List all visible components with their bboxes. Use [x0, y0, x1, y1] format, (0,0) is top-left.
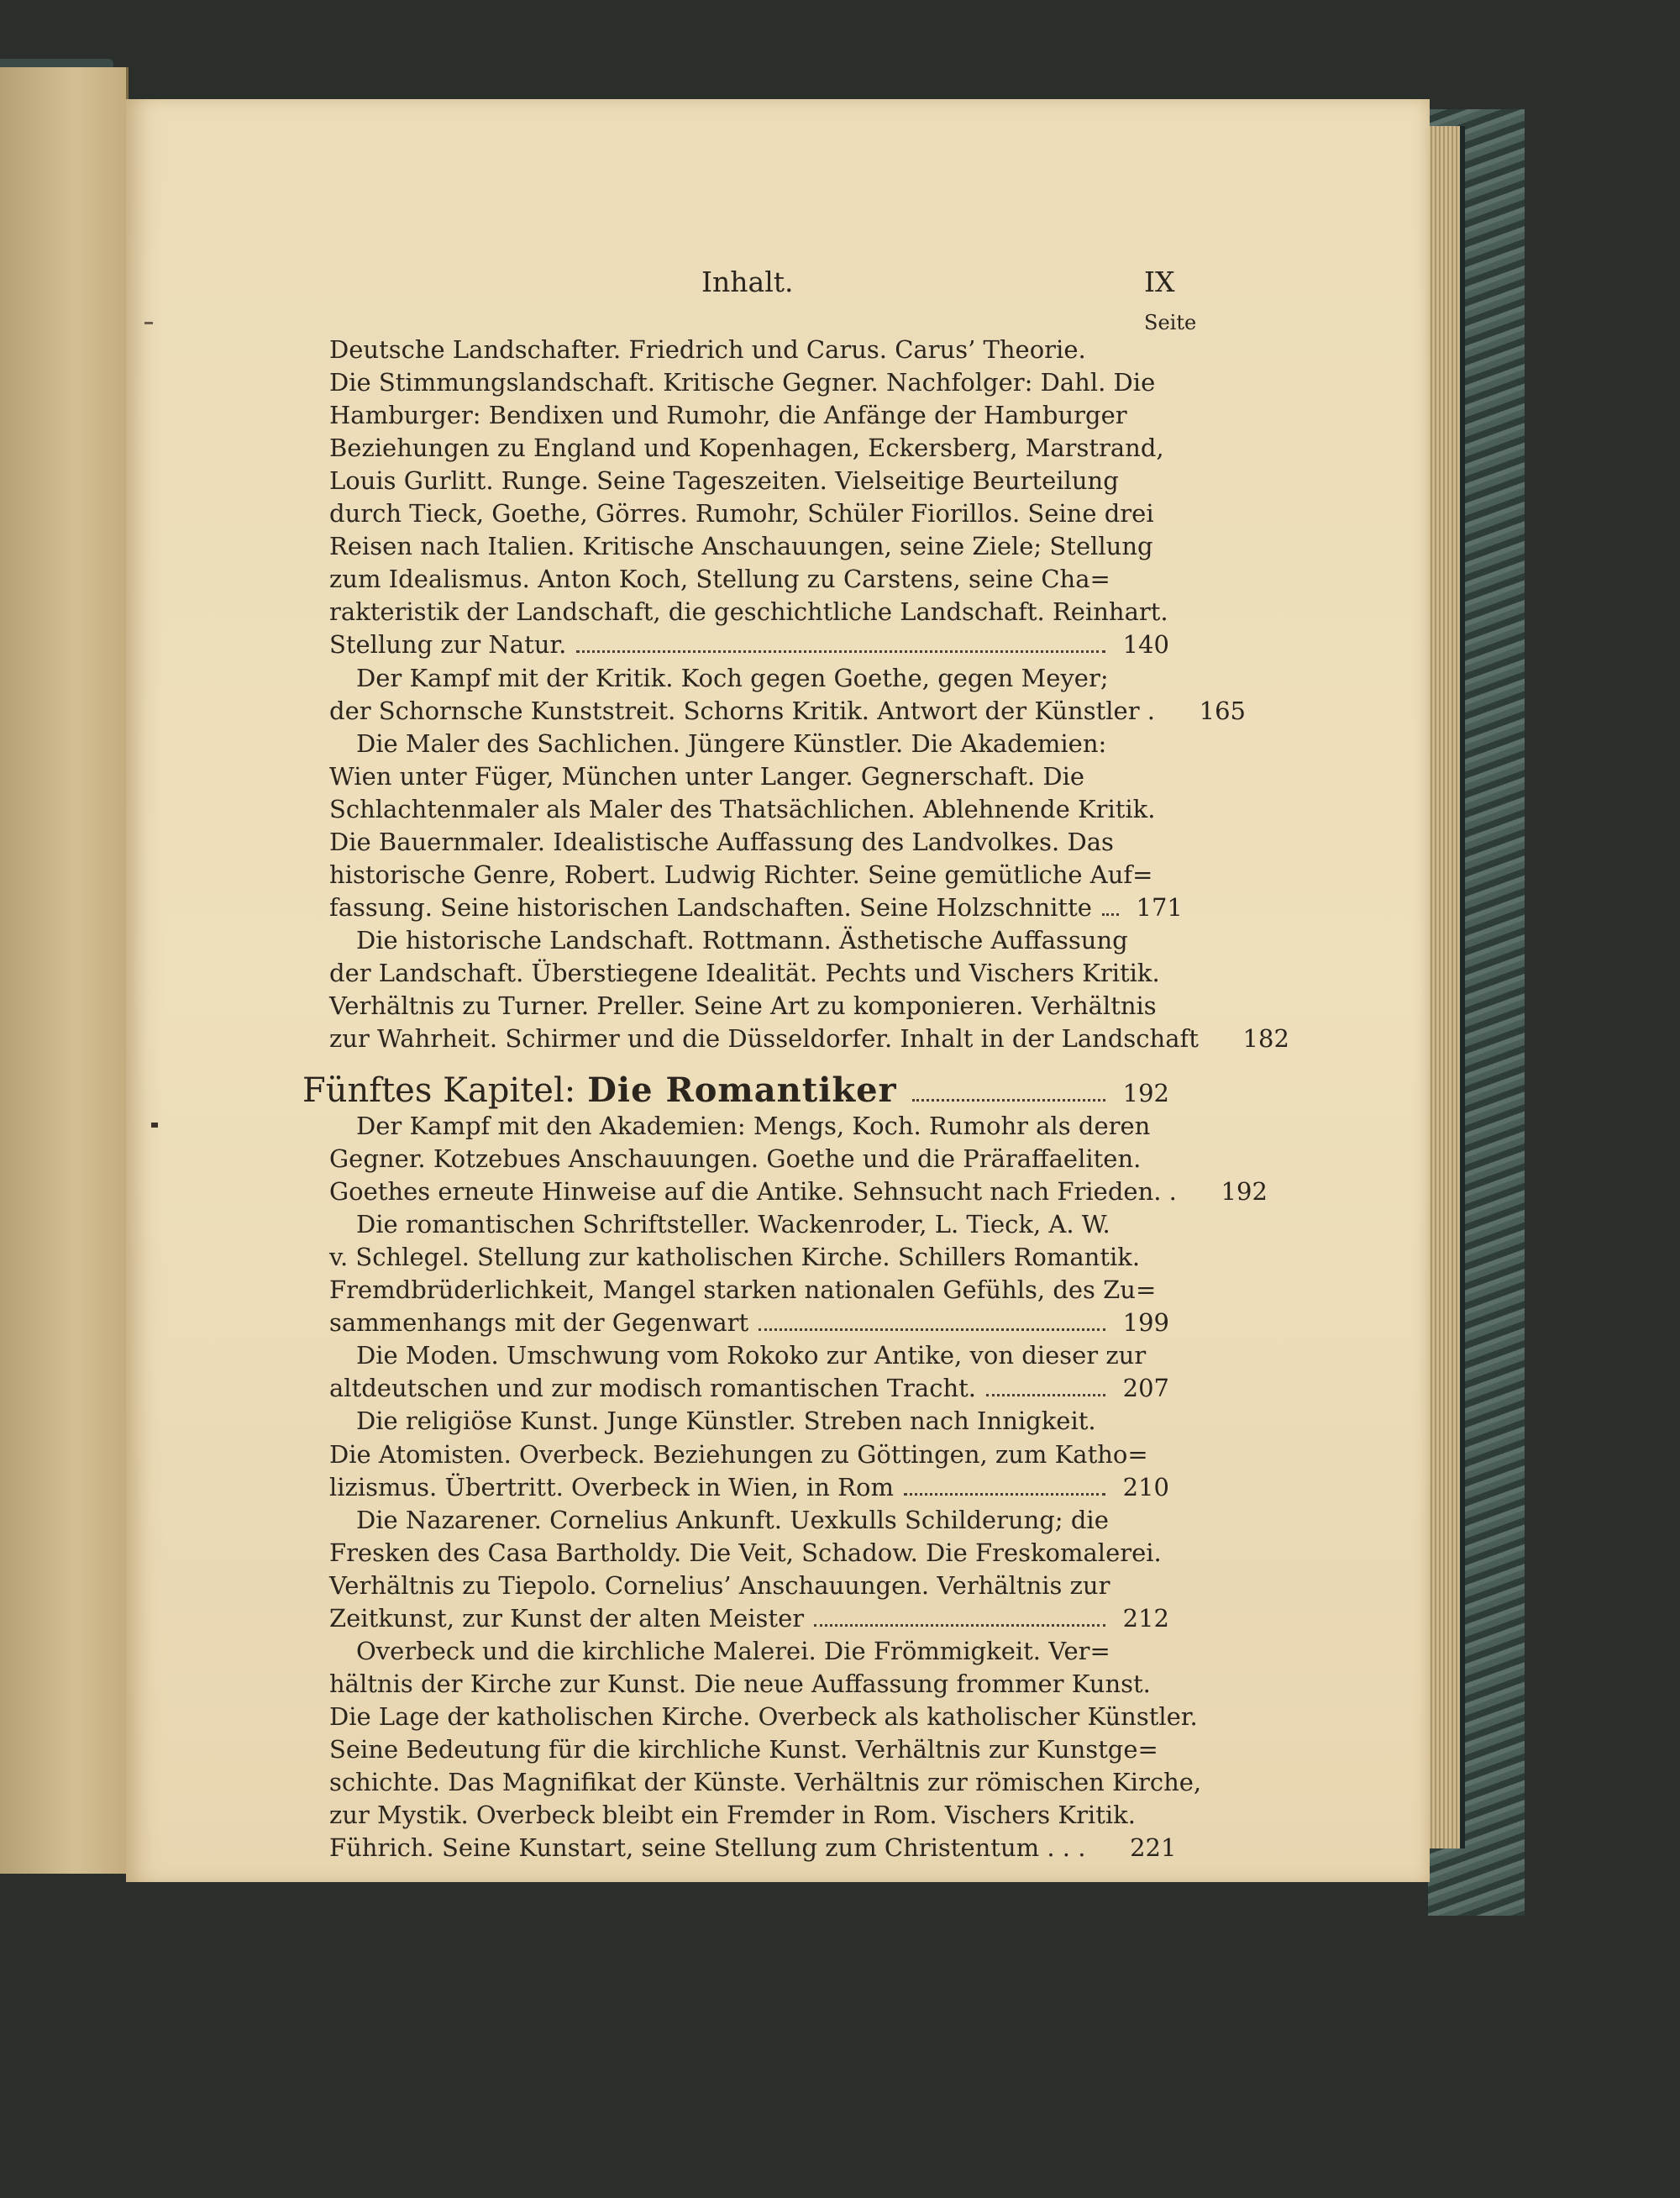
toc-entry-text: zur Wahrheit. Schirmer und die Düsseldorfer. Inhalt in der Landschaft — [329, 1024, 1199, 1054]
toc-entry-text: Stellung zur Natur. — [329, 630, 567, 660]
toc-entry-page: 192 — [1221, 1177, 1268, 1207]
toc-entry-text: Die Atomisten. Overbeck. Beziehungen zu Göttingen, zum Katho= — [329, 1439, 1148, 1469]
chapter-label: Fünftes Kapitel: — [302, 1071, 576, 1110]
toc-line — [329, 858, 1169, 891]
toc-entry-text: Die Lage der katholischen Kirche. Overbeck als katholischer Künstler. — [329, 1701, 1198, 1731]
leader-dots — [986, 1394, 1105, 1396]
toc-entry-page: 212 — [1122, 1603, 1169, 1633]
toc-entry-text: lizismus. Übertritt. Overbeck in Wien, in Rom — [329, 1472, 894, 1501]
toc-entry-text: rakteristik der Landschaft, die geschichtliche Landschaft. Reinhart. — [329, 597, 1168, 627]
toc-entry-text: Louis Gurlitt. Runge. Seine Tageszeiten. Vielseitige Beurteilung — [329, 466, 1119, 496]
toc-entry-text: altdeutschen und zur modisch romantischen Tracht. — [329, 1374, 976, 1403]
toc-entry-text: Führich. Seine Kunstart, seine Stellung zum Christentum . . . — [329, 1833, 1086, 1863]
toc-entry-text: Die Maler des Sachlichen. Jüngere Künstler. Die Akademien: — [356, 728, 1107, 758]
toc-entry-text: Hamburger: Bendixen und Rumohr, die Anfänge der Hamburger — [329, 401, 1127, 430]
toc-entry-text: Fresken des Casa Bartholdy. Die Veit, Schadow. Die Freskomalerei. — [329, 1538, 1162, 1567]
toc-entry-page: 171 — [1136, 892, 1183, 922]
toc-line — [329, 595, 1169, 628]
toc-line — [329, 1798, 1169, 1832]
toc-line — [356, 1634, 1169, 1668]
toc-line — [329, 1273, 1169, 1307]
toc-line — [329, 1371, 1169, 1405]
toc-line — [356, 1338, 1169, 1372]
toc-entry-text: hältnis der Kirche zur Kunst. Die neue Auffassung frommer Kunst. — [329, 1669, 1151, 1698]
page-number: IX — [1144, 266, 1175, 298]
toc-line — [329, 464, 1169, 497]
toc-entry-text: Seine Bedeutung für die kirchliche Kunst. Verhältnis zur Kunstge= — [329, 1734, 1158, 1764]
toc-entry-page: 221 — [1130, 1833, 1177, 1863]
leader-dots — [904, 1493, 1105, 1496]
toc-entry-text: Goethes erneute Hinweise auf die Antike. Sehnsucht nach Frieden. . — [329, 1177, 1177, 1207]
seite-label: Seite — [1144, 311, 1197, 334]
toc-entry-text: Deutsche Landschafter. Friedrich und Carus. Carus’ Theorie. — [329, 335, 1086, 364]
toc-line — [356, 1207, 1169, 1241]
chapter-page: 192 — [1122, 1079, 1169, 1107]
toc-entry-text: Der Kampf mit der Kritik. Koch gegen Goethe, gegen Meyer; — [356, 663, 1109, 692]
toc-entry-text: Overbeck und die kirchliche Malerei. Die Frömmigkeit. Ver= — [356, 1636, 1110, 1665]
toc-line — [329, 792, 1169, 826]
toc-entry-text: historische Genre, Robert. Ludwig Richter. Seine gemütliche Auf= — [329, 860, 1153, 889]
toc-entry-text: Die historische Landschaft. Rottmann. Ästhetische Auffassung — [356, 925, 1128, 954]
toc-line — [329, 398, 1169, 432]
toc-entry-text: Verhältnis zu Tiepolo. Cornelius’ Anschauungen. Verhältnis zur — [329, 1570, 1110, 1600]
leader-dots — [759, 1328, 1105, 1331]
toc-line — [329, 529, 1169, 563]
toc-entry-text: Die Moden. Umschwung vom Rokoko zur Antike, von dieser zur — [356, 1341, 1147, 1370]
toc-line — [356, 1109, 1169, 1143]
toc-entry-text: der Schornsche Kunststreit. Schorns Kritik. Antwort der Künstler . — [329, 696, 1155, 725]
toc-line — [356, 1404, 1169, 1438]
toc-line — [329, 1601, 1169, 1635]
toc-entry-page: 210 — [1122, 1472, 1169, 1501]
toc-entry-text: der Landschaft. Überstiegene Idealität. Pechts und Vischers Kritik. — [329, 958, 1160, 987]
toc-entry-text: Der Kampf mit den Akademien: Mengs, Koch. Rumohr als deren — [356, 1112, 1151, 1140]
toc-entry-text: zum Idealismus. Anton Koch, Stellung zu Carstens, seine Cha= — [329, 565, 1110, 594]
toc-line — [329, 825, 1169, 859]
toc-line — [329, 628, 1169, 661]
toc-line — [329, 431, 1169, 465]
toc-line — [329, 497, 1169, 530]
toc-line — [329, 1700, 1198, 1733]
toc-entry-text: Die religiöse Kunst. Junge Künstler. Streben nach Innigkeit. — [356, 1407, 1096, 1436]
toc-line — [329, 1667, 1169, 1701]
toc-entry-text: zur Mystik. Overbeck bleibt ein Fremder in Rom. Vischers Kritik. — [329, 1801, 1136, 1830]
toc-line — [329, 1831, 1177, 1864]
toc-entry-text: Die Stimmungslandschaft. Kritische Gegner. Nachfolger: Dahl. Die — [329, 368, 1156, 397]
toc-entry-text: Gegner. Kotzebues Anschauungen. Goethe und die Präraffaeliten. — [329, 1144, 1142, 1174]
toc-line — [329, 1175, 1268, 1208]
toc-line — [329, 1536, 1169, 1570]
chapter-title: Die Romantiker — [587, 1070, 897, 1110]
toc-line — [329, 1765, 1202, 1799]
toc-line — [329, 989, 1169, 1023]
toc-entry-text: Die Nazarener. Cornelius Ankunft. Uexkulls Schilderung; die — [356, 1505, 1109, 1534]
toc-entry-page: 165 — [1199, 696, 1246, 725]
toc-entry-text: Schlachtenmaler als Maler des Thatsächlichen. Ablehnende Kritik. — [329, 794, 1156, 823]
leader-dots — [1102, 913, 1119, 916]
toc-entry-text: v. Schlegel. Stellung zur katholischen Kirche. Schillers Romantik. — [329, 1243, 1141, 1272]
toc-entry-text: durch Tieck, Goethe, Görres. Rumohr, Schüler Fiorillos. Seine drei — [329, 499, 1154, 528]
toc-entry-text: Fremdbrüderlichkeit, Mangel starken nationalen Gefühls, des Zu= — [329, 1275, 1157, 1305]
toc-entry-text: Verhältnis zu Turner. Preller. Seine Art zu komponieren. Verhältnis — [329, 991, 1157, 1020]
leader-dots — [576, 650, 1105, 653]
toc-line — [329, 694, 1246, 728]
toc-line — [329, 333, 1169, 366]
toc-line — [329, 1733, 1169, 1766]
toc-entry-page: 199 — [1122, 1308, 1169, 1338]
leader-dots — [814, 1624, 1105, 1627]
toc-line — [329, 1240, 1169, 1274]
toc-entry-text: Reisen nach Italien. Kritische Anschauungen, seine Ziele; Stellung — [329, 532, 1153, 561]
toc-entry-page: 182 — [1242, 1024, 1289, 1054]
toc-line — [356, 1503, 1169, 1537]
toc-line — [329, 891, 1183, 924]
toc-entry-text: sammenhangs mit der Gegenwart — [329, 1308, 749, 1338]
toc-line — [356, 923, 1169, 957]
toc-line — [329, 1569, 1169, 1602]
toc-line — [329, 1306, 1169, 1339]
toc-line — [329, 956, 1169, 990]
toc-entry-text: Die Bauernmaler. Idealistische Auffassung des Landvolkes. Das — [329, 827, 1114, 856]
toc-entry-text: Zeitkunst, zur Kunst der alten Meister — [329, 1603, 805, 1633]
toc-line — [356, 661, 1169, 695]
toc-entry-text: Beziehungen zu England und Kopenhagen, Eckersberg, Marstrand, — [329, 434, 1164, 463]
toc-line — [329, 1438, 1169, 1471]
toc-entry-page: 140 — [1122, 630, 1169, 660]
toc-line — [329, 562, 1169, 596]
toc-line — [356, 727, 1169, 760]
running-header-title: Inhalt. — [701, 266, 794, 298]
toc-entry-text: schichte. Das Magnifikat der Künste. Verhältnis zur römischen Kirche, — [329, 1768, 1202, 1796]
toc-line — [329, 1022, 1289, 1055]
toc-entry-page: 207 — [1122, 1374, 1169, 1403]
toc-line — [329, 1470, 1169, 1504]
toc-entry-text: Wien unter Füger, München unter Langer. Gegnerschaft. Die — [329, 761, 1085, 791]
toc-entry-text: Die romantischen Schriftsteller. Wackenroder, L. Tieck, A. W. — [356, 1210, 1110, 1239]
toc-line — [329, 1142, 1169, 1175]
toc-line — [329, 760, 1169, 793]
toc-line — [329, 365, 1169, 399]
toc-entry-text: fassung. Seine historischen Landschaften. Seine Holzschnitte — [329, 892, 1092, 922]
